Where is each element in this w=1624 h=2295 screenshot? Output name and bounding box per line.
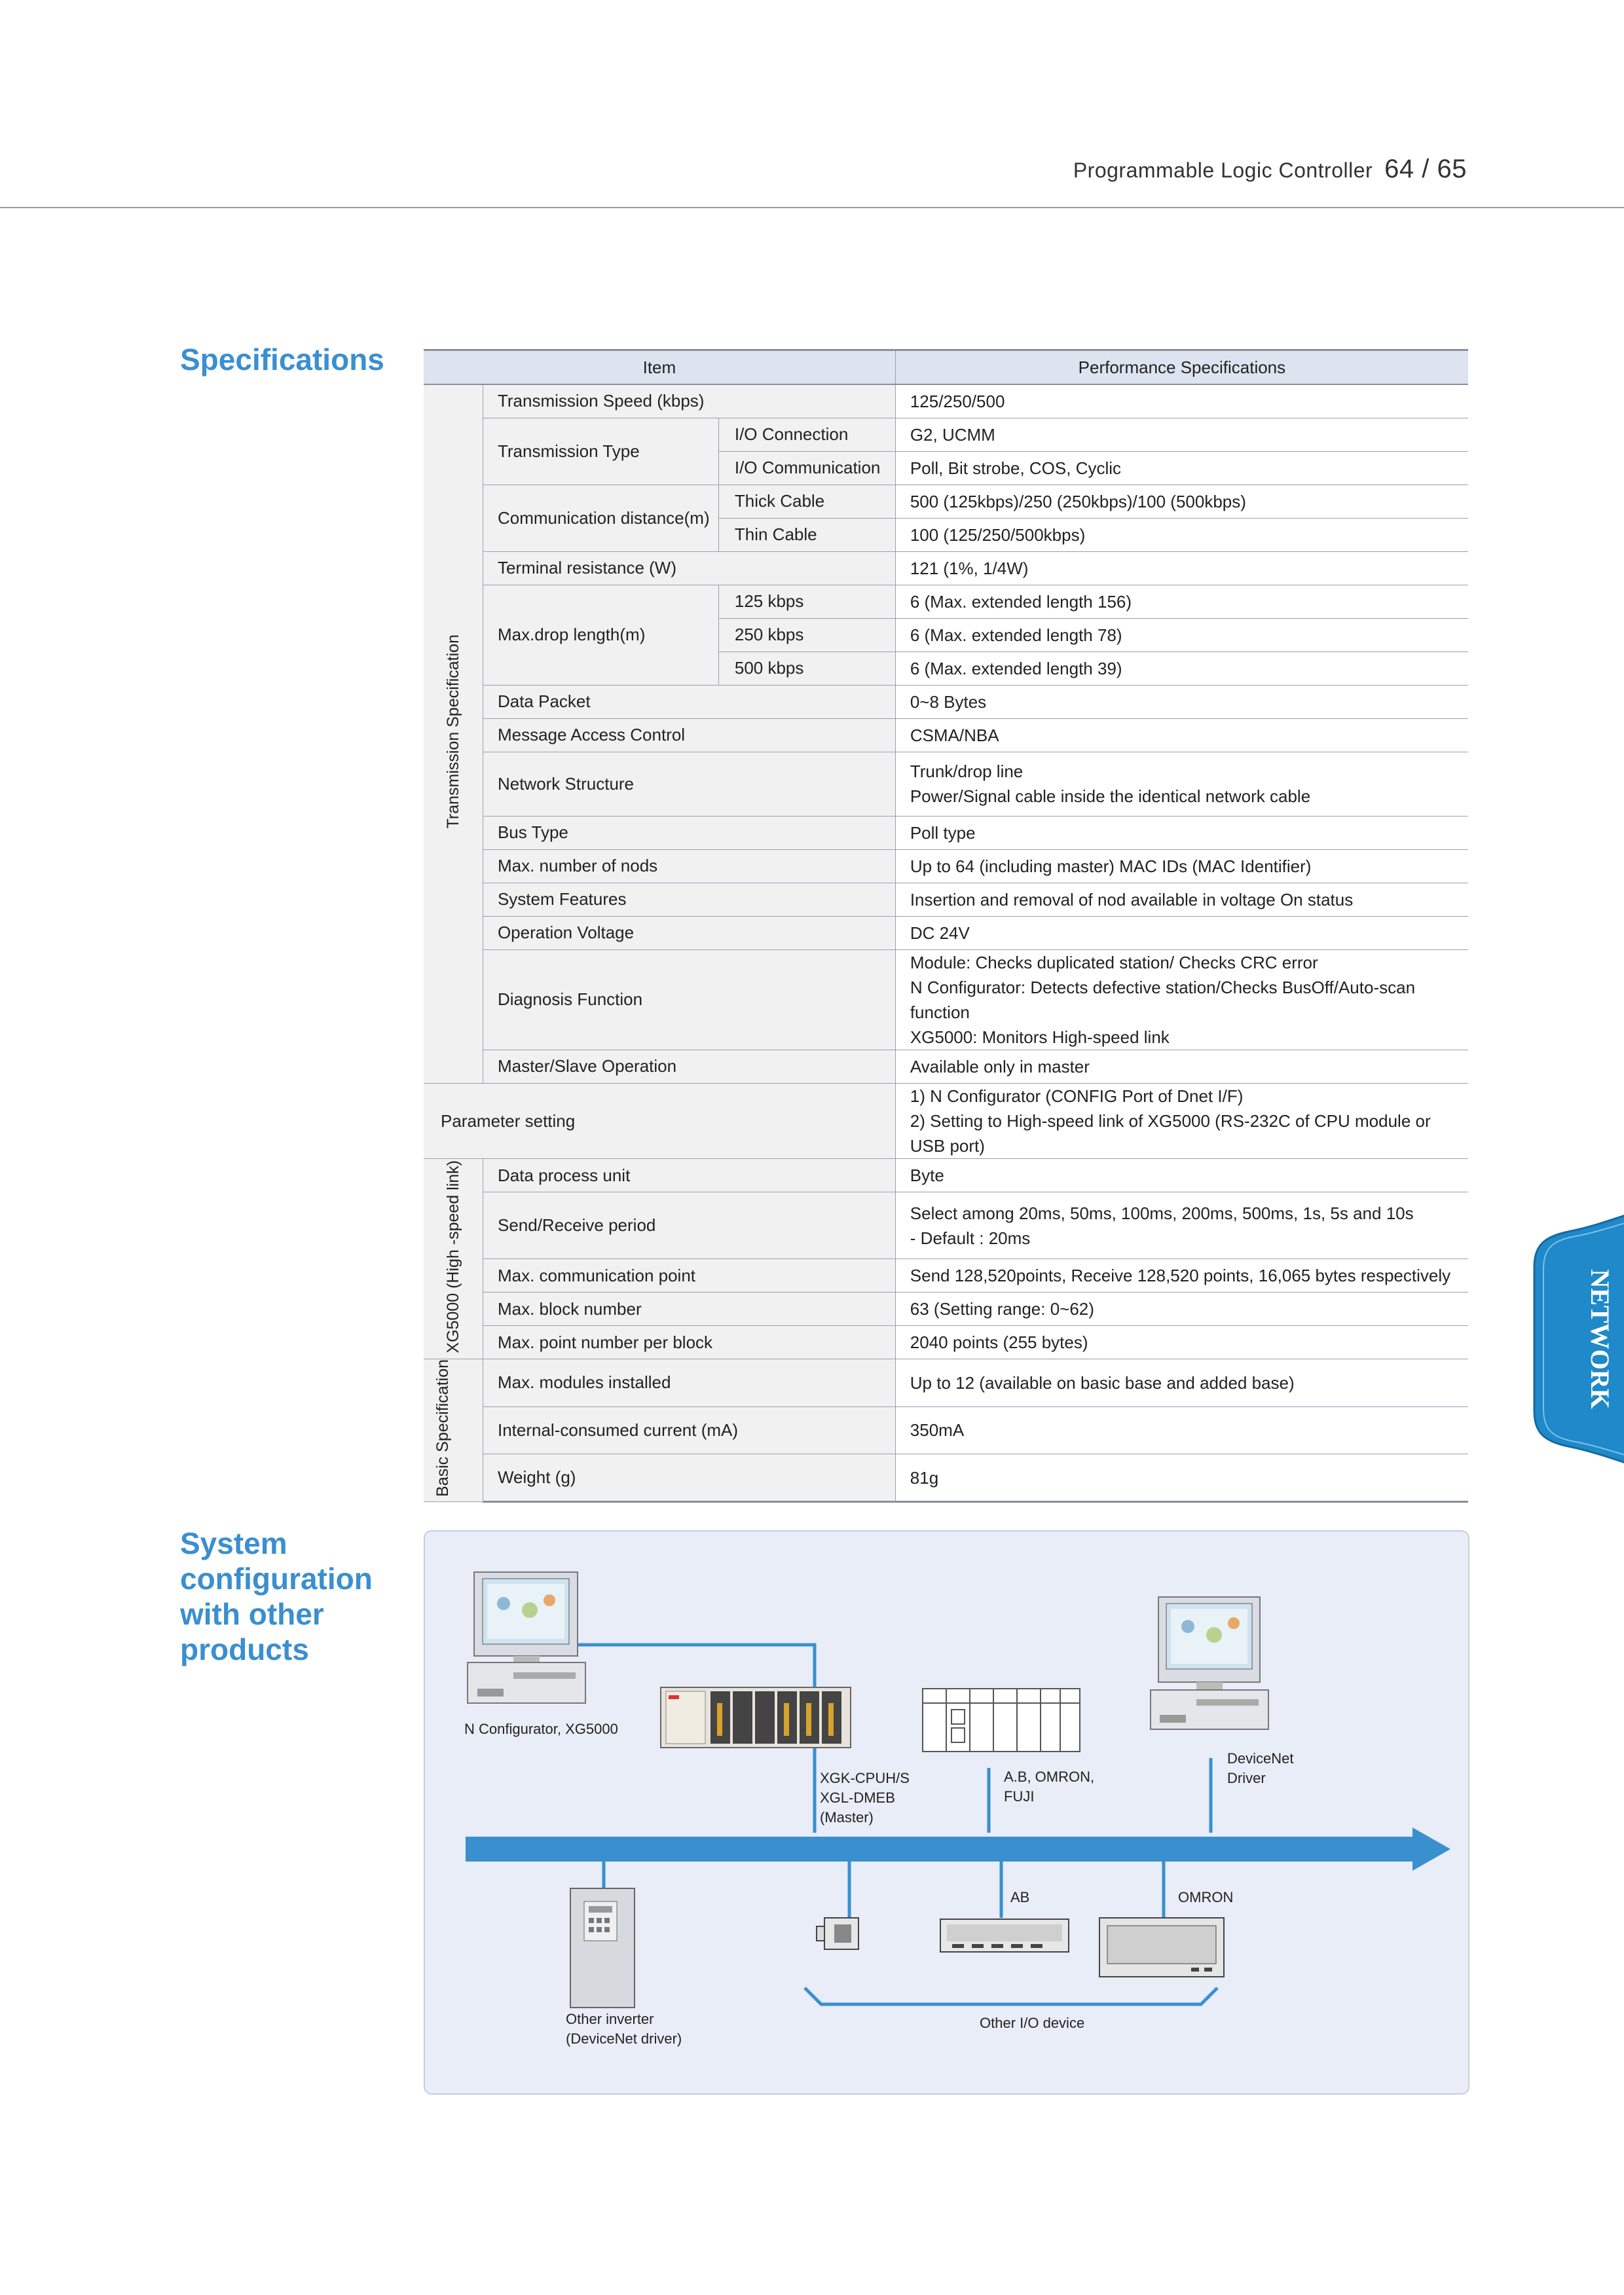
row-value: Byte (895, 1159, 1468, 1192)
row-value: 0~8 Bytes (895, 685, 1468, 718)
table-row (424, 1359, 1468, 1407)
row-value: DC 24V (895, 916, 1468, 949)
label-ab: AB (1010, 1889, 1030, 1905)
table-row (424, 1454, 1468, 1502)
table-row (424, 1084, 1468, 1159)
row-label: System Features (483, 883, 895, 916)
label-devicenet-driver: DeviceNet Driver (1227, 1750, 1294, 1786)
system-configuration-diagram (424, 1530, 1469, 2095)
table-row (424, 1259, 1468, 1293)
label-n-configurator: N Configurator, XG5000 (464, 1721, 618, 1737)
row-label: Master/Slave Operation (483, 1050, 895, 1083)
table-row (424, 816, 1468, 849)
row-label: Terminal resistance (W) (483, 551, 895, 585)
table-row (424, 916, 1468, 949)
devicenet-bus-arrow (466, 1827, 1450, 1871)
row-value: CSMA/NBA (895, 718, 1468, 752)
table-row (424, 384, 1468, 418)
row-value: 6 (Max. extended length 78) (895, 618, 1468, 652)
row-value: Trunk/drop line Power/Signal cable inside the identical network cable (895, 752, 1468, 816)
row-label: Transmission Speed (kbps) (483, 384, 895, 418)
col-header-item: Item (424, 350, 895, 385)
table-row (424, 1192, 1468, 1259)
row-label: Diagnosis Function (483, 949, 895, 1050)
row-value: Send 128,520points, Receive 128,520 points, 16,065 bytes respectively (895, 1259, 1468, 1293)
row-sublabel: Thick Cable (718, 485, 895, 518)
label-ab-omron-fuji: A.B, OMRON, FUJI (1004, 1769, 1095, 1805)
io-device-ab-icon (940, 1919, 1069, 1952)
row-label: Communication distance(m) (483, 485, 718, 551)
specifications-table-continued (424, 1084, 1468, 1503)
pc-configurator-icon (468, 1572, 585, 1703)
row-value: 350mA (895, 1406, 1468, 1454)
page-number: 64 / 65 (1384, 155, 1467, 183)
row-label: Bus Type (483, 816, 895, 849)
row-label: Send/Receive period (483, 1192, 895, 1259)
row-sublabel: I/O Communication (718, 451, 895, 485)
row-label: Operation Voltage (483, 916, 895, 949)
specifications-heading: Specifications (180, 342, 384, 376)
table-row (424, 1050, 1468, 1083)
row-label: Parameter setting (424, 1084, 895, 1159)
row-label: Max. modules installed (483, 1359, 895, 1407)
row-label: Weight (g) (483, 1454, 895, 1502)
row-sublabel: I/O Connection (718, 418, 895, 451)
io-device-omron-icon (1099, 1918, 1224, 1977)
row-sublabel: 250 kbps (718, 618, 895, 652)
other-plc-icon (923, 1689, 1080, 1752)
side-tab-label: NETWORK (1585, 1269, 1615, 1409)
row-value: G2, UCMM (895, 418, 1468, 451)
row-label: Data process unit (483, 1159, 895, 1192)
inverter-icon (570, 1888, 635, 2008)
row-value: 1) N Configurator (CONFIG Port of Dnet I/F) 2) Setting to High-speed link of XG5000 (RS-232C of CPU module or USB port) (895, 1084, 1468, 1159)
table-row (424, 883, 1468, 916)
row-value: Available only in master (895, 1050, 1468, 1083)
table-row (424, 1159, 1468, 1192)
row-value: Poll, Bit strobe, COS, Cyclic (895, 451, 1468, 485)
table-row (424, 1293, 1468, 1326)
row-label: Network Structure (483, 752, 895, 816)
table-row (424, 485, 1468, 518)
row-sublabel: Thin Cable (718, 518, 895, 551)
col-header-performance: Performance Specifications (895, 350, 1468, 385)
table-row (424, 752, 1468, 816)
row-value: Poll type (895, 816, 1468, 849)
group-basic: Basic Specification (424, 1359, 483, 1502)
io-group-bracket (805, 1988, 1217, 2004)
row-value: 6 (Max. extended length 39) (895, 652, 1468, 685)
row-value: 500 (125kbps)/250 (250kbps)/100 (500kbps) (895, 485, 1468, 518)
table-header-row (424, 350, 1468, 385)
table-row (424, 718, 1468, 752)
header-title: Programmable Logic Controller (1073, 158, 1373, 182)
row-label: Max.drop length(m) (483, 585, 718, 685)
row-label: Max. communication point (483, 1259, 895, 1293)
row-label: Transmission Type (483, 418, 718, 485)
label-omron: OMRON (1178, 1889, 1234, 1905)
network-side-tab (1529, 1215, 1624, 1463)
row-value: Up to 64 (including master) MAC IDs (MAC Identifier) (895, 849, 1468, 883)
plc-rack-icon (661, 1687, 851, 1748)
row-label: Message Access Control (483, 718, 895, 752)
row-value: 125/250/500 (895, 384, 1468, 418)
table-row (424, 685, 1468, 718)
header-divider (0, 207, 1624, 208)
row-label: Max. point number per block (483, 1326, 895, 1359)
table-row (424, 1406, 1468, 1454)
running-header (1073, 155, 1467, 184)
row-label: Max. number of nods (483, 849, 895, 883)
label-other-io-device: Other I/O device (980, 2015, 1085, 2031)
row-value: Insertion and removal of nod available in voltage On status (895, 883, 1468, 916)
table-row (424, 1326, 1468, 1359)
table-row (424, 418, 1468, 451)
group-transmission: Transmission Specification (424, 384, 483, 1083)
row-label: Internal-consumed current (mA) (483, 1406, 895, 1454)
io-sensor-icon (817, 1918, 858, 1949)
row-label: Max. block number (483, 1293, 895, 1326)
row-sublabel: 500 kbps (718, 652, 895, 685)
group-highspeed: XG5000 (High -speed link) (424, 1159, 483, 1359)
row-label: Data Packet (483, 685, 895, 718)
row-value: 63 (Setting range: 0~62) (895, 1293, 1468, 1326)
row-value: Up to 12 (available on basic base and added base) (895, 1359, 1468, 1407)
row-value: 100 (125/250/500kbps) (895, 518, 1468, 551)
row-value: Select among 20ms, 50ms, 100ms, 200ms, 500ms, 1s, 5s and 10s - Default : 20ms (895, 1192, 1468, 1259)
table-row (424, 949, 1468, 1050)
table-row (424, 551, 1468, 585)
row-value: 81g (895, 1454, 1468, 1502)
table-row (424, 585, 1468, 618)
system-configuration-heading: System configuration with other products (180, 1526, 373, 1666)
row-value: Module: Checks duplicated station/ Checks CRC error N Configurator: Detects defective station/Checks BusOff/Auto-scan function XG5000: Monitors High-speed link (895, 949, 1468, 1050)
row-value: 121 (1%, 1/4W) (895, 551, 1468, 585)
row-sublabel: 125 kbps (718, 585, 895, 618)
table-row (424, 849, 1468, 883)
label-master: XGK-CPUH/S XGL-DMEB (Master) (820, 1770, 910, 1826)
row-value: 6 (Max. extended length 156) (895, 585, 1468, 618)
pc-devicenet-driver-icon (1151, 1597, 1268, 1729)
specifications-table (424, 349, 1468, 1084)
label-other-inverter: Other inverter (DeviceNet driver) (566, 2011, 682, 2047)
row-value: 2040 points (255 bytes) (895, 1326, 1468, 1359)
